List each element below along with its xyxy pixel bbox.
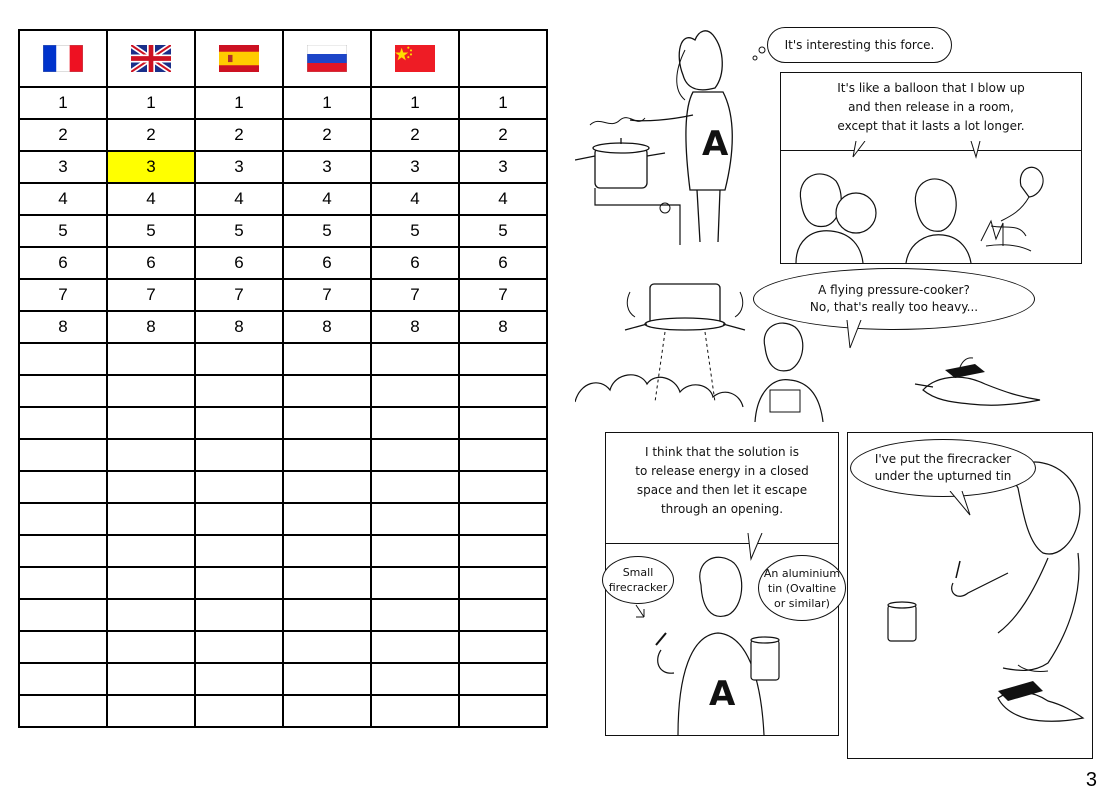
table-cell: 8 [371,311,459,343]
table-cell [19,631,107,663]
table-cell [19,471,107,503]
table-cell [195,503,283,535]
table-cell: 8 [19,311,107,343]
table-cell: 5 [283,215,371,247]
page-number: 3 [1085,769,1097,791]
table-cell [195,567,283,599]
table-cell [283,375,371,407]
table-cell: 4 [459,183,547,215]
table-cell: 4 [107,183,195,215]
table-cell: 8 [195,311,283,343]
table-cell: 3 [283,151,371,183]
table-row [19,247,547,279]
table-cell: 4 [19,183,107,215]
table-cell [195,343,283,375]
table-cell [283,695,371,727]
table-cell [371,503,459,535]
table-cell [459,599,547,631]
table-cell [283,471,371,503]
table-cell [371,439,459,471]
table-cell [107,471,195,503]
panel-balloon [780,72,1082,264]
table-row [19,471,547,503]
table-cell [371,599,459,631]
label-aluminium-tin: An aluminium tin (Ovaltine or similar) [758,555,846,621]
table-cell [19,695,107,727]
table-cell: 2 [371,119,459,151]
highlighted-cell: 3 [107,151,195,183]
table-cell: 6 [459,247,547,279]
table-cell [19,407,107,439]
table-cell: 1 [19,87,107,119]
table-cell [19,663,107,695]
table-cell [107,375,195,407]
table-cell: 4 [283,183,371,215]
table-cell: 2 [459,119,547,151]
shirt-letter-2: A [709,674,736,714]
table-cell [283,407,371,439]
bubble-tail [845,320,865,350]
spain-flag-icon [219,45,259,72]
table-cell: 2 [283,119,371,151]
table-cell [107,535,195,567]
table-cell [195,439,283,471]
table-cell: 7 [283,279,371,311]
table-cell [19,375,107,407]
shirt-letter: A [702,124,729,164]
table-cell: 3 [371,151,459,183]
table-cell [107,407,195,439]
table-cell [283,567,371,599]
table-row [19,631,547,663]
table-cell [371,663,459,695]
table-cell [19,439,107,471]
table-row [19,87,547,119]
label-small-firecracker: Small firecracker [602,556,674,604]
table-row [19,439,547,471]
table-cell: 5 [195,215,283,247]
flag-cell [19,30,107,87]
caption-pointer-3 [746,533,766,563]
china-flag-icon [395,45,435,72]
panel-firecracker [847,432,1093,759]
table-cell: 2 [19,119,107,151]
table-cell: 3 [459,151,547,183]
table-row [19,407,547,439]
table-row [19,119,547,151]
table-cell: 7 [19,279,107,311]
table-cell: 6 [283,247,371,279]
table-cell: 1 [459,87,547,119]
table-cell [459,503,547,535]
table-cell: 5 [371,215,459,247]
table-cell [107,439,195,471]
table-cell: 1 [107,87,195,119]
table-cell [459,663,547,695]
translation-grid [18,29,548,728]
table-cell [195,599,283,631]
table-cell [19,343,107,375]
thought-dots [750,45,770,65]
table-row [19,279,547,311]
table-cell [283,631,371,663]
table-row [19,375,547,407]
table-row [19,535,547,567]
table-cell [371,535,459,567]
table-cell [371,567,459,599]
flag-cell [195,30,283,87]
table-row [19,599,547,631]
table-cell [107,695,195,727]
table-cell [195,471,283,503]
table-row [19,503,547,535]
table-row [19,183,547,215]
table-cell [371,343,459,375]
table-cell [459,439,547,471]
table-row [19,343,547,375]
table-cell [459,567,547,599]
flag-cell [283,30,371,87]
table-cell [283,439,371,471]
table-cell [19,535,107,567]
table-cell [195,663,283,695]
table-row [19,695,547,727]
table-cell [107,599,195,631]
table-cell [459,407,547,439]
table-row [19,311,547,343]
table-cell: 6 [19,247,107,279]
flag-header-row [19,30,547,87]
table-cell: 7 [371,279,459,311]
table-row [19,215,547,247]
table-cell [19,567,107,599]
table-cell [283,343,371,375]
table-cell: 1 [283,87,371,119]
table-cell [107,567,195,599]
table-cell: 4 [195,183,283,215]
table-cell: 5 [459,215,547,247]
woman-cooking-illustration [575,20,775,245]
table-cell: 6 [371,247,459,279]
table-cell [371,375,459,407]
table-cell [19,503,107,535]
table-cell: 1 [371,87,459,119]
table-cell [459,375,547,407]
table-cell [107,631,195,663]
table-cell: 6 [107,247,195,279]
united-kingdom-flag-icon [131,45,171,72]
table-cell: 5 [107,215,195,247]
panel-balloon-caption: It's like a balloon that I blow up and then release in a room, except that it lasts a lot longer. [781,79,1081,145]
table-cell [107,343,195,375]
caption-pointer [851,141,871,161]
table-cell [195,407,283,439]
table-cell: 4 [371,183,459,215]
table-cell: 3 [19,151,107,183]
flag-cell [371,30,459,87]
table-cell: 3 [195,151,283,183]
speech-bubble-flying-cooker: A flying pressure-cooker? No, that's really too heavy... [753,268,1035,330]
table-cell [459,343,547,375]
flag-cell-empty [459,30,547,87]
table-cell [107,503,195,535]
table-cell [371,631,459,663]
table-cell [371,471,459,503]
table-cell: 7 [195,279,283,311]
table-cell [283,599,371,631]
table-cell: 8 [283,311,371,343]
table-cell: 6 [195,247,283,279]
table-cell: 2 [195,119,283,151]
table-cell [283,535,371,567]
table-cell [459,695,547,727]
table-cell: 1 [195,87,283,119]
table-cell: 8 [459,311,547,343]
table-cell [107,663,195,695]
panel-solution-caption: I think that the solution is to release energy in a closed space and then let it escape through an opening. [606,443,838,523]
table-cell: 5 [19,215,107,247]
table-cell [195,695,283,727]
flag-cell [107,30,195,87]
table-cell [371,695,459,727]
table-cell [459,631,547,663]
table-cell [195,375,283,407]
comic-page [570,0,1111,800]
table-cell [195,631,283,663]
table-cell: 7 [459,279,547,311]
table-cell [19,599,107,631]
france-flag-icon [43,45,83,72]
bubble-tail-2 [948,491,978,519]
caption-pointer-2 [966,141,986,161]
table-cell [283,503,371,535]
table-cell [195,535,283,567]
panel-solution [605,432,839,736]
russia-flag-icon [307,45,347,72]
table-row [19,151,547,183]
table-cell [459,471,547,503]
table-row [19,567,547,599]
speech-bubble-firecracker-tin: I've put the firecracker under the upturned tin [850,439,1036,497]
table-cell [371,407,459,439]
table-cell: 8 [107,311,195,343]
table-cell [459,535,547,567]
table-cell [283,663,371,695]
balloon-illustration [781,151,1081,263]
thought-bubble-force: It's interesting this force. [767,27,952,63]
table-row [19,663,547,695]
table-cell: 2 [107,119,195,151]
table-cell: 7 [107,279,195,311]
